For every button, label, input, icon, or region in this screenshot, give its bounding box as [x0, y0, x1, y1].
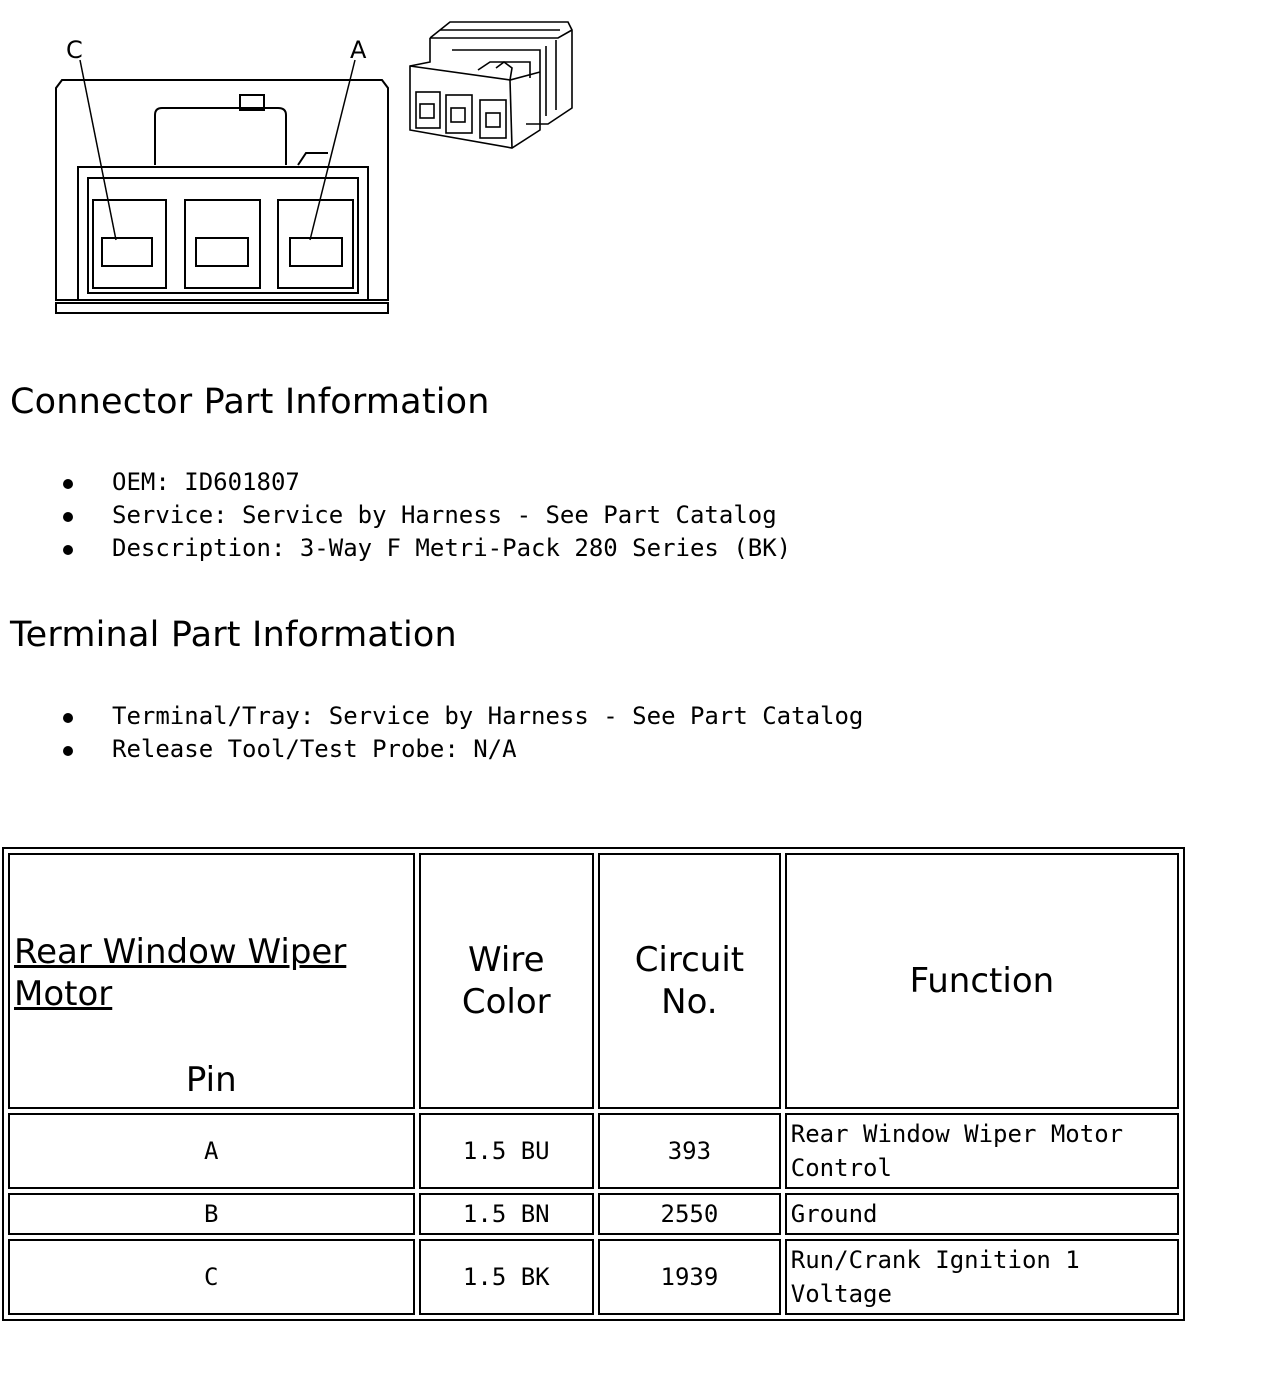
- function-column-header: Function: [785, 853, 1179, 1109]
- list-item: Release Tool/Test Probe: N/A: [60, 733, 863, 766]
- list-item: Description: 3-Way F Metri-Pack 280 Series (BK): [60, 532, 791, 565]
- function-cell: Rear Window Wiper Motor Control: [785, 1113, 1179, 1189]
- function-cell: Ground: [785, 1193, 1179, 1235]
- rear-window-wiper-motor-link[interactable]: Rear Window Wiper Motor: [14, 932, 347, 1014]
- terminal-cavity-b: [185, 200, 260, 288]
- pin-cell: B: [8, 1193, 415, 1235]
- connector-isometric-view: [410, 22, 572, 148]
- pin-c-label: C: [66, 36, 83, 64]
- circuit-cell: 393: [598, 1113, 781, 1189]
- terminal-cavity-a: [278, 200, 353, 288]
- terminal-cavity-c: [93, 200, 166, 288]
- wire-color-cell: 1.5 BN: [419, 1193, 595, 1235]
- wire-color-cell: 1.5 BU: [419, 1113, 595, 1189]
- circuit-cell: 1939: [598, 1239, 781, 1315]
- list-item: OEM: ID601807: [60, 466, 791, 499]
- table-row: [8, 1239, 1179, 1315]
- wire-color-cell: 1.5 BK: [419, 1239, 595, 1315]
- pin-header-label: Pin: [185, 1060, 237, 1100]
- terminal-part-info-list: [60, 700, 863, 766]
- pin-cell: A: [8, 1113, 415, 1189]
- circuit-cell: 2550: [598, 1193, 781, 1235]
- pin-column-header: [8, 853, 415, 1109]
- connector-part-info-heading: Connector Part Information: [10, 382, 490, 422]
- connector-part-info-list: [60, 466, 791, 565]
- wire-color-column-header: Wire Color: [419, 853, 595, 1109]
- list-item: Terminal/Tray: Service by Harness - See Part Catalog: [60, 700, 863, 733]
- list-item: Service: Service by Harness - See Part Catalog: [60, 499, 791, 532]
- function-cell: Run/Crank Ignition 1 Voltage: [785, 1239, 1179, 1315]
- terminal-part-info-heading: Terminal Part Information: [10, 615, 457, 655]
- circuit-number-column-header: Circuit No.: [598, 853, 781, 1109]
- table-row: [8, 1193, 1179, 1235]
- connector-face-view: [56, 60, 388, 313]
- pin-cell: C: [8, 1239, 415, 1315]
- pinout-table: [2, 847, 1185, 1321]
- connector-diagram: [0, 0, 600, 330]
- table-row: [8, 1113, 1179, 1189]
- pin-a-label: A: [350, 36, 367, 64]
